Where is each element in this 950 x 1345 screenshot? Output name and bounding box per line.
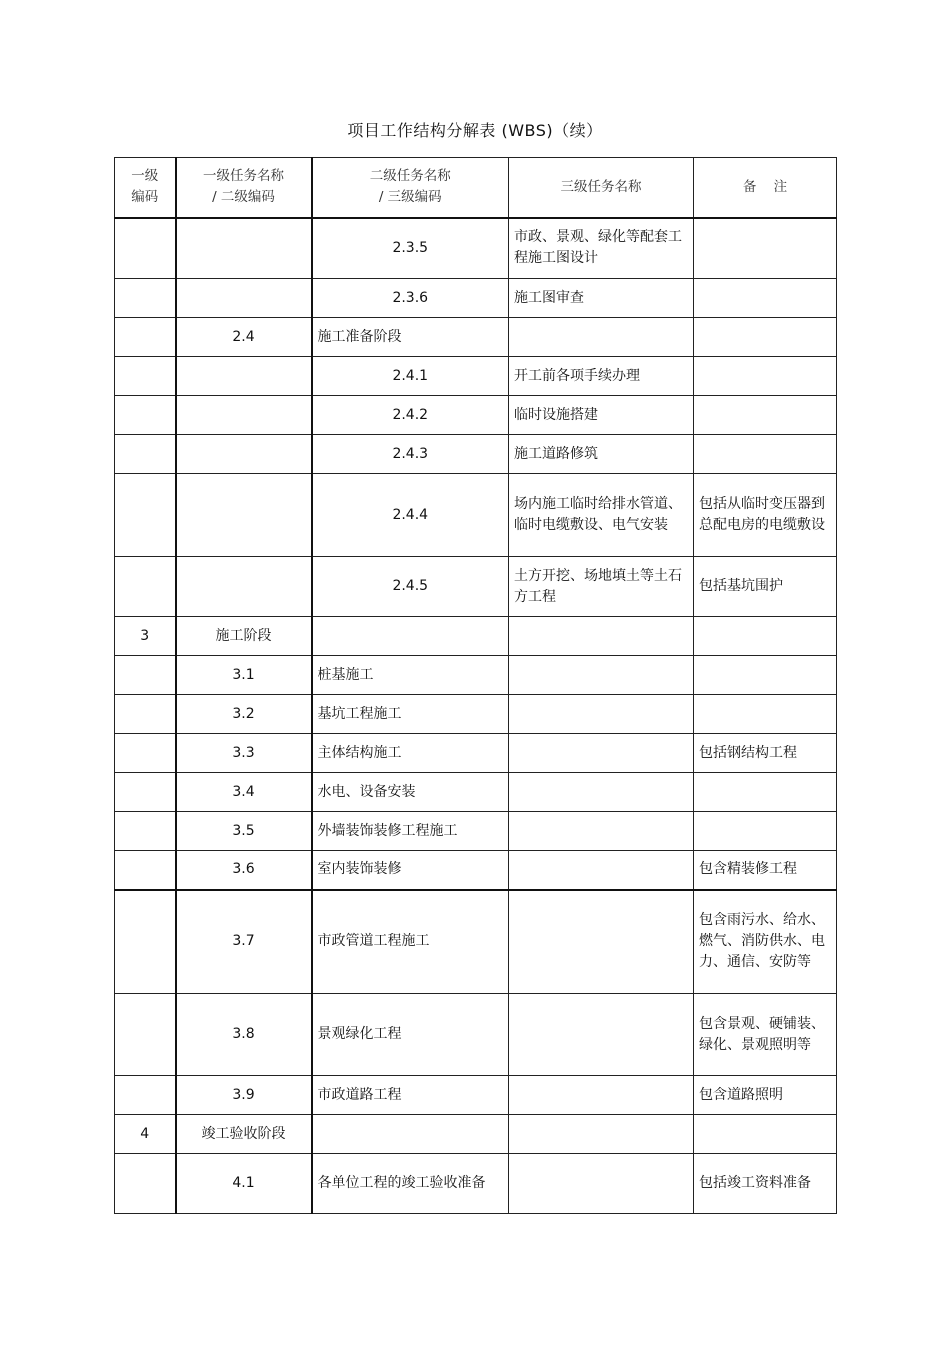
header-level2-name: 二级任务名称 / 三级编码	[312, 158, 509, 218]
table-cell	[694, 396, 837, 435]
table-cell: 包括基坑围护	[694, 557, 837, 617]
table-cell	[115, 279, 176, 318]
table-cell	[694, 357, 837, 396]
table-row	[115, 1154, 837, 1214]
table-cell: 临时设施搭建	[509, 396, 694, 435]
table-row	[115, 557, 837, 617]
table-cell	[115, 318, 176, 357]
table-row	[115, 890, 837, 994]
table-cell	[115, 218, 176, 279]
table-cell	[115, 1076, 176, 1115]
table-cell	[694, 1115, 837, 1154]
table-cell: 3.8	[176, 994, 312, 1076]
table-cell	[509, 890, 694, 994]
table-cell: 3.9	[176, 1076, 312, 1115]
table-cell: 3.3	[176, 734, 312, 773]
table-cell: 基坑工程施工	[312, 695, 509, 734]
table-cell	[694, 695, 837, 734]
table-cell: 2.4	[176, 318, 312, 357]
wbs-table	[114, 157, 837, 1214]
table-row	[115, 773, 837, 812]
table-cell: 场内施工临时给排水管道、临时电缆敷设、电气安装	[509, 474, 694, 557]
table-cell: 2.4.2	[312, 396, 509, 435]
table-cell	[176, 396, 312, 435]
table-cell: 各单位工程的竣工验收准备	[312, 1154, 509, 1214]
table-row	[115, 396, 837, 435]
table-row	[115, 474, 837, 557]
table-cell	[509, 1154, 694, 1214]
table-row	[115, 1115, 837, 1154]
table-cell	[509, 1076, 694, 1115]
table-cell: 2.3.6	[312, 279, 509, 318]
table-cell: 包括钢结构工程	[694, 734, 837, 773]
table-cell: 室内装饰装修	[312, 851, 509, 890]
table-cell: 包括竣工资料准备	[694, 1154, 837, 1214]
header-level1-name: 一级任务名称 / 二级编码	[176, 158, 312, 218]
table-cell: 2.4.5	[312, 557, 509, 617]
table-cell	[115, 890, 176, 994]
table-cell	[115, 994, 176, 1076]
table-cell: 主体结构施工	[312, 734, 509, 773]
table-cell: 2.4.4	[312, 474, 509, 557]
table-cell: 景观绿化工程	[312, 994, 509, 1076]
table-cell: 施工准备阶段	[312, 318, 509, 357]
table-cell	[509, 617, 694, 656]
table-row	[115, 218, 837, 279]
table-cell	[176, 357, 312, 396]
table-cell	[176, 557, 312, 617]
table-cell: 4.1	[176, 1154, 312, 1214]
table-cell: 施工图审查	[509, 279, 694, 318]
table-cell	[694, 656, 837, 695]
table-cell	[509, 656, 694, 695]
header-row	[115, 158, 837, 218]
table-cell	[509, 318, 694, 357]
table-row	[115, 318, 837, 357]
table-cell	[115, 734, 176, 773]
table-cell	[115, 1154, 176, 1214]
table-cell	[509, 851, 694, 890]
table-cell: 市政道路工程	[312, 1076, 509, 1115]
table-cell	[176, 435, 312, 474]
table-cell: 2.4.1	[312, 357, 509, 396]
table-row	[115, 357, 837, 396]
table-row	[115, 812, 837, 851]
table-cell	[509, 734, 694, 773]
table-cell: 3.4	[176, 773, 312, 812]
table-cell: 施工阶段	[176, 617, 312, 656]
table-cell	[509, 994, 694, 1076]
table-cell	[694, 617, 837, 656]
table-row	[115, 656, 837, 695]
table-cell: 3.6	[176, 851, 312, 890]
table-cell	[312, 1115, 509, 1154]
table-cell: 包含精装修工程	[694, 851, 837, 890]
table-cell: 3.1	[176, 656, 312, 695]
table-cell: 市政管道工程施工	[312, 890, 509, 994]
table-cell	[312, 617, 509, 656]
table-cell	[115, 695, 176, 734]
table-row	[115, 994, 837, 1076]
table-cell: 包含道路照明	[694, 1076, 837, 1115]
table-cell: 外墙装饰装修工程施工	[312, 812, 509, 851]
table-cell	[115, 357, 176, 396]
table-cell	[176, 279, 312, 318]
table-cell	[115, 812, 176, 851]
table-cell: 3	[115, 617, 176, 656]
table-row	[115, 1076, 837, 1115]
header-level1-code: 一级 编码	[115, 158, 176, 218]
table-cell	[176, 474, 312, 557]
table-cell	[115, 773, 176, 812]
table-cell	[115, 656, 176, 695]
table-cell: 水电、设备安装	[312, 773, 509, 812]
table-row	[115, 435, 837, 474]
table-cell	[115, 851, 176, 890]
table-cell: 包含景观、硬铺装、绿化、景观照明等	[694, 994, 837, 1076]
table-cell	[509, 1115, 694, 1154]
table-cell: 4	[115, 1115, 176, 1154]
table-cell	[694, 435, 837, 474]
table-cell	[694, 318, 837, 357]
table-cell	[176, 218, 312, 279]
table-row	[115, 695, 837, 734]
table-cell: 3.7	[176, 890, 312, 994]
table-cell: 市政、景观、绿化等配套工程施工图设计	[509, 218, 694, 279]
table-cell: 竣工验收阶段	[176, 1115, 312, 1154]
page-title: 项目工作结构分解表 (WBS)（续）	[347, 121, 603, 140]
table-cell	[115, 557, 176, 617]
table-cell	[694, 773, 837, 812]
table-cell	[509, 695, 694, 734]
table-cell	[115, 396, 176, 435]
table-row	[115, 279, 837, 318]
table-cell	[115, 474, 176, 557]
table-cell: 开工前各项手续办理	[509, 357, 694, 396]
table-cell	[115, 435, 176, 474]
table-row	[115, 851, 837, 890]
table-row	[115, 734, 837, 773]
table-cell	[694, 218, 837, 279]
header-remarks: 备 注	[694, 158, 837, 218]
header-level3-name: 三级任务名称	[509, 158, 694, 218]
table-cell	[694, 812, 837, 851]
table-row	[115, 617, 837, 656]
table-cell: 3.2	[176, 695, 312, 734]
table-cell	[694, 279, 837, 318]
table-cell: 2.3.5	[312, 218, 509, 279]
table-cell: 包括从临时变压器到总配电房的电缆敷设	[694, 474, 837, 557]
table-cell: 土方开挖、场地填土等土石方工程	[509, 557, 694, 617]
table-cell: 桩基施工	[312, 656, 509, 695]
table-cell: 包含雨污水、给水、燃气、消防供水、电力、通信、安防等	[694, 890, 837, 994]
table-cell: 3.5	[176, 812, 312, 851]
table-cell	[509, 812, 694, 851]
table-cell: 2.4.3	[312, 435, 509, 474]
table-cell	[509, 773, 694, 812]
table-cell: 施工道路修筑	[509, 435, 694, 474]
